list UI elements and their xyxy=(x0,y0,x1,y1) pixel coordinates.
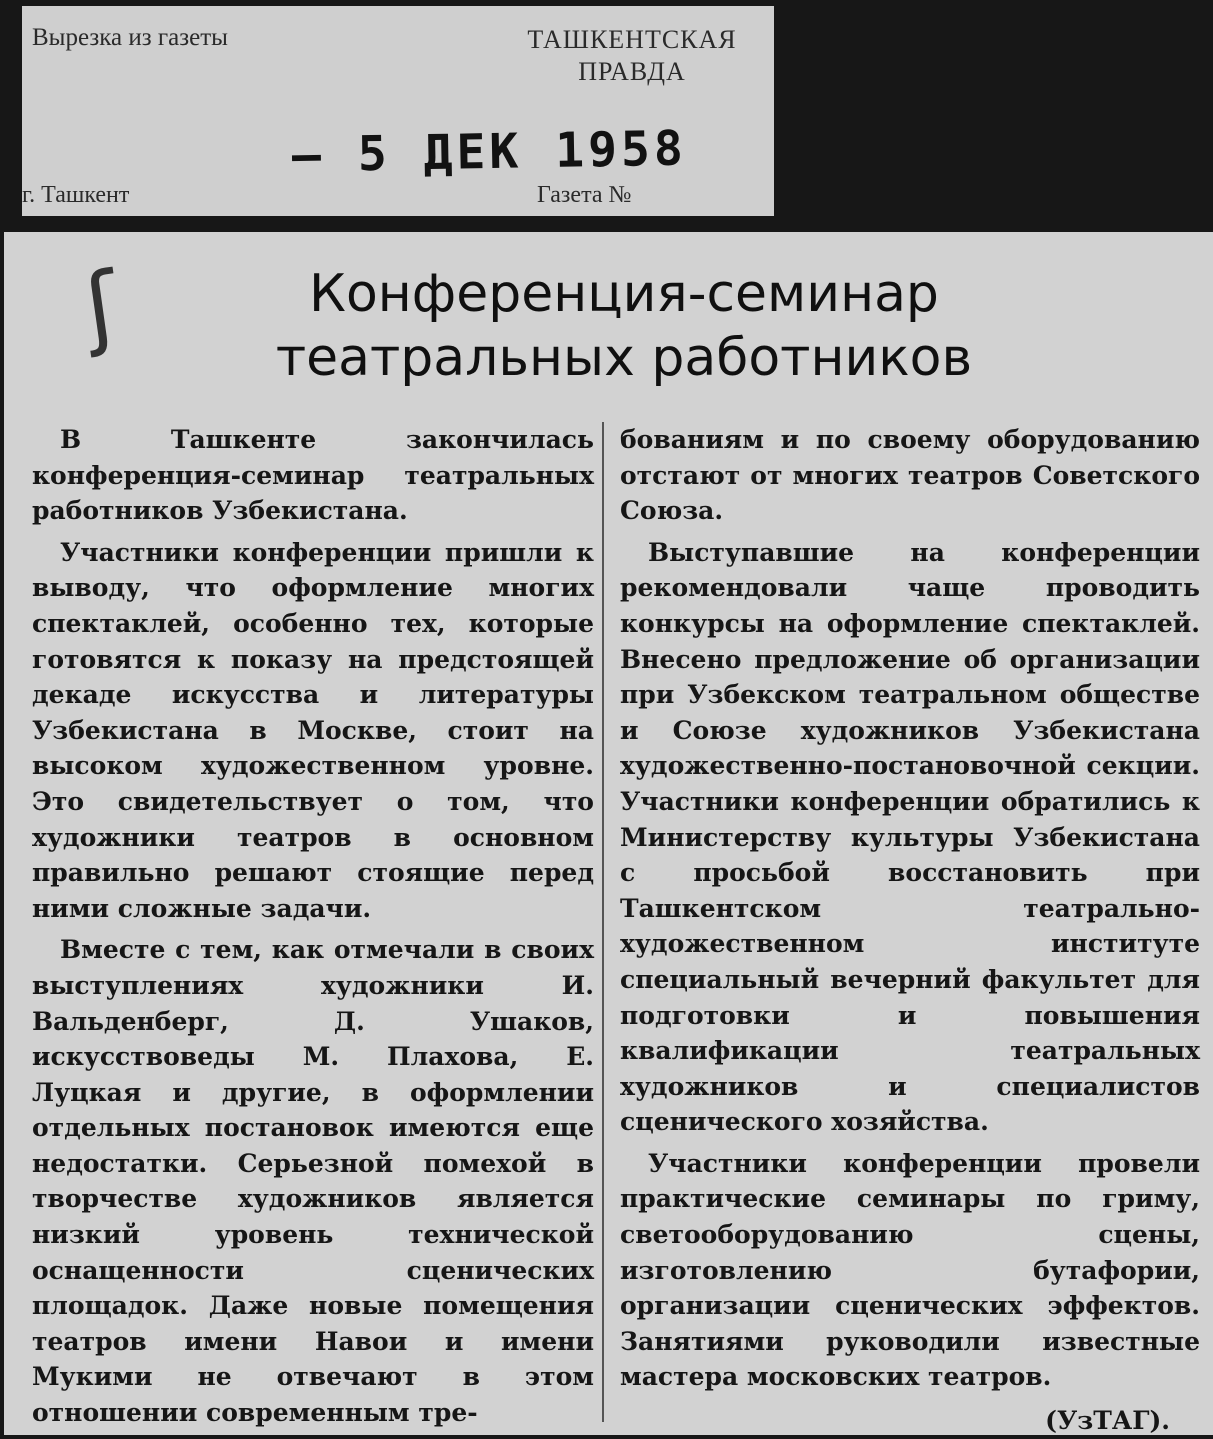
headline-line2: театральных работников xyxy=(275,328,973,388)
label-city: г. Ташкент xyxy=(22,182,130,208)
clipping-label xyxy=(22,6,774,216)
pencil-mark-icon: ʃ xyxy=(78,252,124,361)
article-column-left xyxy=(32,422,594,1437)
column-divider xyxy=(602,422,604,1422)
article-column-right xyxy=(620,422,1200,1439)
paragraph: бованиям и по своему оборудованию отстают от многих театров Советского Союза. xyxy=(620,425,1200,526)
label-newspaper-name xyxy=(482,24,782,88)
paragraph: Выступавшие на конференции рекомендовали чаще проводить конкурсы на оформление спектаклей. Внесено предложение об организации при Узбекском театральном обществе и Союзе художников Узбекистана художественно-постановочной секции. Участники конференции обратились к Министерству культуры Узбекистана с просьбой восстановить при Ташкентском театрально-художественном институте специальный вечерний факультет для подготовки и повышения квалификации театральных художников и специалистов сценического хозяйства. xyxy=(620,537,1200,1137)
paragraph: Участники конференции пришли к выводу, что оформление многих спектаклей, особенно тех, которые готовятся к показу на предстоящей декаде искусства и литературы Узбекистана в Москве, стоит на высоком художественном уровне. Это свидетельствует о том, что художники театров в основном правильно решают стоящие перед ними сложные задачи. xyxy=(32,537,594,923)
label-newspaper-line1: ТАШКЕНТСКАЯ xyxy=(527,25,737,54)
paragraph: В Ташкенте закончилась конференция-семинар театральных работников Узбекистана. xyxy=(32,425,594,526)
paragraph: Вместе с тем, как отмечали в своих выступлениях художники И. Вальденберг, Д. Ушаков, искусствоведы М. Плахова, Е. Луцкая и другие, в оформлении отдельных постановок имеются еще недостатки. Серьезной помехой в творчестве художников является низкий уровень технической оснащенности сценических площадок. Даже новые помещения театров имени Навои и имени Мукими не отвечают в этом отношении современным тре- xyxy=(32,935,594,1428)
article-clipping xyxy=(4,232,1213,1435)
label-source: Вырезка из газеты xyxy=(32,24,228,51)
label-newspaper-line2: ПРАВДА xyxy=(578,57,686,86)
headline-line1: Конференция-семинар xyxy=(309,264,939,324)
article-signature: (УзТАГ). xyxy=(1045,1406,1170,1436)
paragraph: Участники конференции провели практические семинары по гриму, светооборудованию сцены, изготовлению бутафории, организации сценических эффектов. Занятиями руководили известные мастера московских театров. xyxy=(620,1148,1200,1392)
label-issue: Газета № xyxy=(537,182,632,208)
article-headline xyxy=(124,262,1124,390)
date-stamp: — 5 ДЕК 1958 xyxy=(291,120,688,184)
